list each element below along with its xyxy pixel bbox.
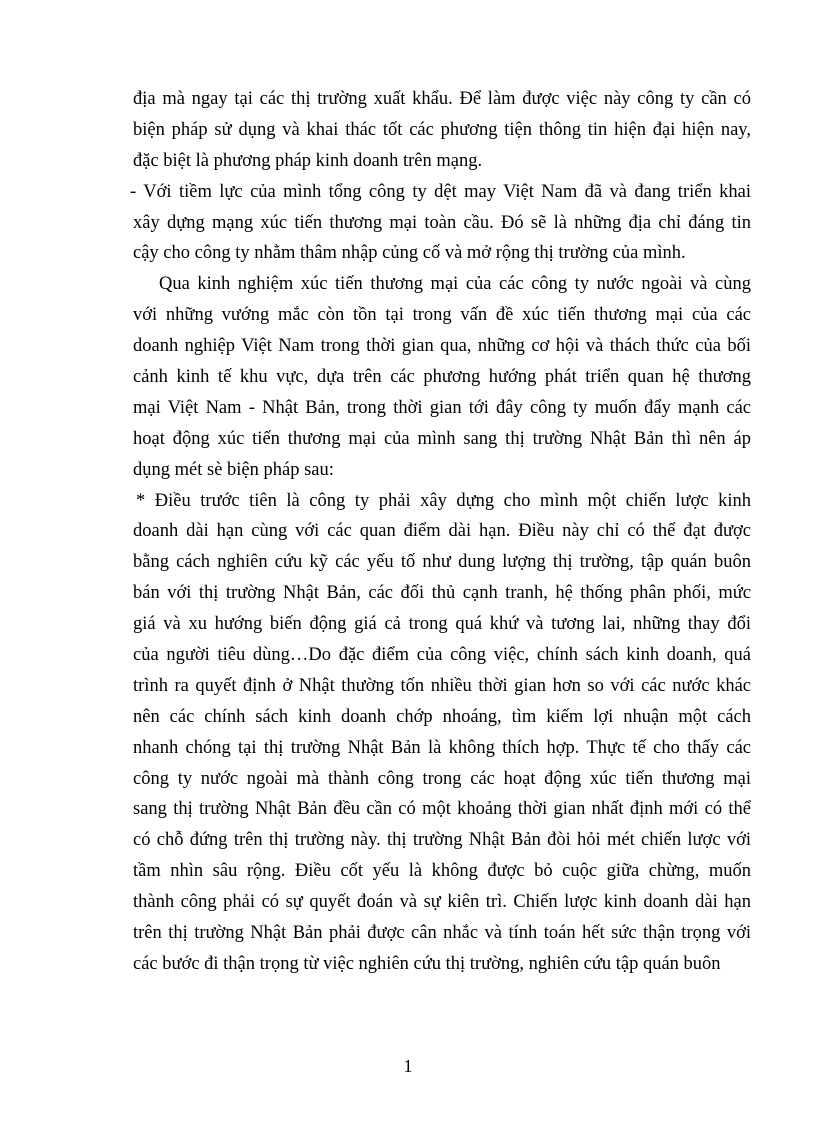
text-line: với những vướng mắc còn tồn tại trong vấn đề xúc tiến thương mại của các xyxy=(133,305,751,326)
text-line: doanh nghiệp Việt Nam trong thời gian qua, những cơ hội và thách thức của bối xyxy=(133,336,751,357)
paragraph-2 xyxy=(130,177,751,270)
paragraph-4 xyxy=(133,486,751,980)
text-line: địa mà ngay tại các thị trường xuất khẩu. Để làm được việc này công ty cần có xyxy=(133,89,751,109)
text-line: của người tiêu dùng…Do đặc điểm của công việc, chính sách kinh doanh, quá xyxy=(133,645,751,666)
text-line: công ty nước ngoài mà thành công trong các hoạt động xúc tiến thương mại xyxy=(133,768,751,789)
text-line: thành công phải có sự quyết đoán và sự kiên trì. Chiến lược kinh doanh dài hạn xyxy=(133,892,751,913)
text-line: trên thị trường Nhật Bản phải được cân nhắc và tính toán hết sức thận trọng với xyxy=(133,923,751,944)
text-line: bán với thị trường Nhật Bản, các đối thủ cạnh tranh, hệ thống phân phối, mức xyxy=(133,583,751,604)
text-line: sang thị trường Nhật Bản đều cần có một khoảng thời gian nhất định mới có thể xyxy=(133,799,751,820)
text-line: doanh dài hạn cùng với các quan điểm dài hạn. Điều này chỉ có thể đạt được xyxy=(133,521,751,542)
text-line: tầm nhìn sâu rộng. Điều cốt yếu là không được bỏ cuộc giữa chừng, muốn xyxy=(133,861,751,882)
text-line: Qua kinh nghiệm xúc tiến thương mại của các công ty nước ngoài và cùng xyxy=(159,274,751,295)
text-line: nên các chính sách kinh doanh chớp nhoáng, tìm kiếm lợi nhuận một cách xyxy=(133,706,751,727)
text-line: * Điều trước tiên là công ty phải xây dựng cho mình một chiến lược kinh xyxy=(136,490,751,511)
text-line: có chỗ đứng trên thị trường này. thị trường Nhật Bản đòi hỏi mét chiến lược với xyxy=(133,830,751,851)
text-line: mại Việt Nam - Nhật Bản, trong thời gian tới đây công ty muốn đẩy mạnh các xyxy=(133,397,751,418)
text-line: các bước đi thận trọng từ việc nghiên cứu thị trường, nghiên cứu tập quán buôn xyxy=(133,953,721,974)
text-line: nhanh chóng tại thị trường Nhật Bản là không thích hợp. Thực tế cho thấy các xyxy=(133,737,751,758)
text-line: hoạt động xúc tiến thương mại của mình sang thị trường Nhật Bản thì nên áp xyxy=(133,428,751,449)
text-line: biện pháp sử dụng và khai thác tốt các phương tiện thông tin hiện đại hiện nay, xyxy=(133,119,751,140)
paragraph-3 xyxy=(133,269,751,485)
text-line: cậy cho công ty nhằm thâm nhập củng cố và mở rộng thị trường của mình. xyxy=(133,243,686,264)
body-text xyxy=(130,84,751,980)
text-line: dụng mét sè biện pháp sau: xyxy=(133,459,334,480)
paragraph-1 xyxy=(133,84,751,177)
text-line: xây dựng mạng xúc tiến thương mại toàn cầu. Đó sẽ là những địa chỉ đáng tin xyxy=(133,212,751,233)
page-number: 1 xyxy=(403,1056,413,1076)
text-line: giá và xu hướng biến động giá cả trong quá khứ và tương lai, những thay đổi xyxy=(133,614,751,635)
text-line: đặc biệt là phương pháp kinh doanh trên mạng. xyxy=(133,150,483,171)
text-line: - Với tiềm lực của mình tổng công ty dệt may Việt Nam đã và đang triển khai xyxy=(130,181,751,202)
text-line: trình ra quyết định ở Nhật thường tốn nhiều thời gian hơn so với các nước khác xyxy=(133,675,751,696)
text-line: bằng cách nghiên cứu kỹ các yếu tố như dung lượng thị trường, tập quán buôn xyxy=(133,552,751,573)
text-line: cảnh kinh tế khu vực, dựa trên các phương hướng phát triển quan hệ thương xyxy=(133,367,751,388)
